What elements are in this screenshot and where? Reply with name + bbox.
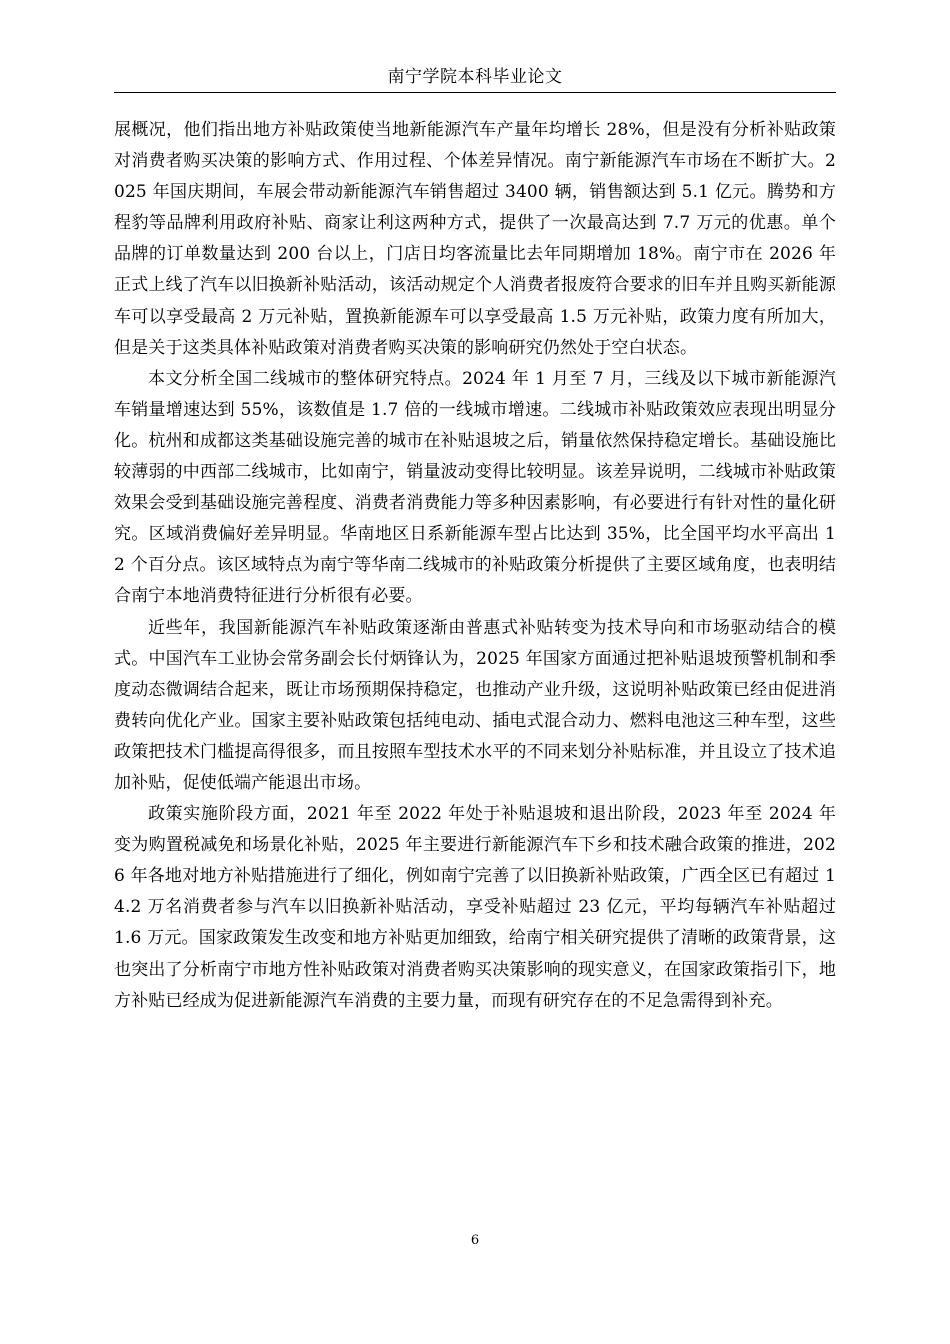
body-text (114, 115, 836, 1017)
paragraph-second-tier-cities: 本文分析全国二线城市的整体研究特点。2024 年 1 月至 7 月，三线及以下城市新能源汽车销量增速达到 55%，该数值是 1.7 倍的一线城市增速。二线城市补贴政策效应表现出明显分化。杭州和成都这类基础设施完善的城市在补贴退坡之后，销量依然保持稳定增长。基础设施比较薄弱的中西部二线城市，比如南宁，销量波动变得比较明显。该差异说明，二线城市补贴政策效果会受到基础设施完善程度、消费者消费能力等多种因素影响，有必要进行有针对性的量化研究。区域消费偏好差异明显。华南地区日系新能源车型占比达到 35%，比全国平均水平高出 12 个百分点。该区域特点为南宁等华南二线城市的补贴政策分析提供了主要区域角度，也表明结合南宁本地消费特征进行分析很有必要。 (114, 368, 836, 607)
paragraph-national-policy: 近些年，我国新能源汽车补贴政策逐渐由普惠式补贴转变为技术导向和市场驱动结合的模式。中国汽车工业协会常务副会长付炳锋认为，2025 年国家方面通过把补贴退坡预警机制和季度动态微调结合起来，既让市场预期保持稳定，也推动产业升级，这说明补贴政策已经由促进消费转向优化产业。国家主要补贴政策包括纯电动、插电式混合动力、燃料电池这三种车型，这些政策把技术门槛提高得很多，而且按照车型技术水平的不同来划分补贴标准，并且设立了技术追加补贴，促使低端产能退出市场。 (114, 617, 836, 793)
paragraph-continued: 展概况，他们指出地方补贴政策使当地新能源汽车产量年均增长 28%，但是没有分析补贴政策对消费者购买决策的影响方式、作用过程、个体差异情况。南宁新能源汽车市场在不断扩大。2025 年国庆期间，车展会带动新能源汽车销售超过 3400 辆，销售额达到 5.1 亿元。腾势和方程豹等品牌利用政府补贴、商家让利这两种方式，提供了一次最高达到 7.7 万元的优惠。单个品牌的订单数量达到 200 台以上，门店日均客流量比去年同期增加 18%。南宁市在 2026 年正式上线了汽车以旧换新补贴活动，该活动规定个人消费者报废符合要求的旧车并且购买新能源车可以享受最高 2 万元补贴，置换新能源车可以享受最高 1.5 万元补贴，政策力度有所加大，但是关于这类具体补贴政策对消费者购买决策的影响研究仍然处于空白状态。 (114, 120, 836, 358)
header-divider (114, 92, 836, 93)
page-number: 6 (470, 1233, 480, 1248)
running-header-title: 南宁学院本科毕业论文 (387, 67, 563, 87)
paragraph-policy-stages: 政策实施阶段方面，2021 年至 2022 年处于补贴退坡和退出阶段，2023 年至 2024 年变为购置税减免和场景化补贴，2025 年主要进行新能源汽车下乡和技术融合政策的推进，2026 年各地对地方补贴措施进行了细化，例如南宁完善了以旧换新补贴政策，广西全区已有超过 14.2 万名消费者参与汽车以旧换新补贴活动，享受补贴超过 23 亿元，平均每辆汽车补贴超过 1.6 万元。国家政策发生改变和地方补贴更加细致，给南宁相关研究提供了清晰的政策背景，这也突出了分析南宁市地方性补贴政策对消费者购买决策影响的现实意义，在国家政策指引下，地方补贴已经成为促进新能源汽车消费的主要力量，而现有研究存在的不足急需得到补充。 (114, 804, 836, 1011)
